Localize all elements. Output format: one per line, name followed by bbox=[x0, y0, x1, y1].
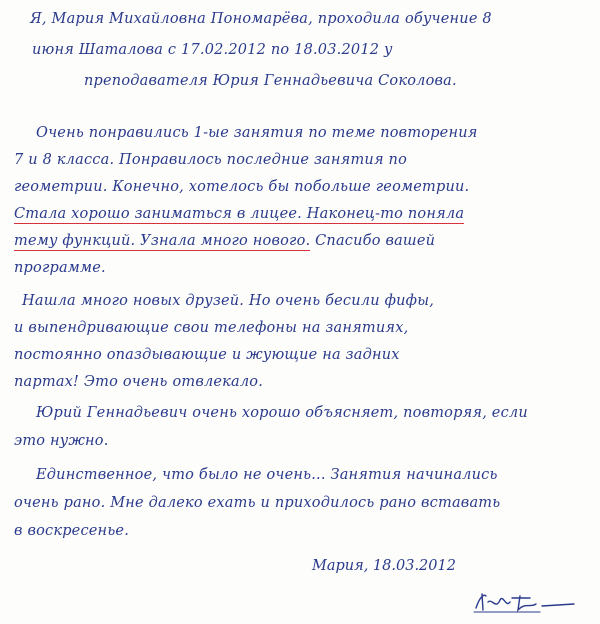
schedule-line-2: очень рано. Мне далеко ехать и приходилось рано вставать bbox=[14, 495, 501, 511]
schedule-line-1: Единственное, что было не очень... Занятия начинались bbox=[36, 467, 498, 483]
friends-line-1: Нашла много новых друзей. Но очень бесили фифы, bbox=[22, 293, 435, 309]
paragraph-teacher bbox=[14, 399, 590, 455]
impressions-line-1: Очень понравились 1-ые занятия по теме повторения bbox=[36, 125, 478, 141]
schedule-line-3: в воскресенье. bbox=[14, 523, 129, 539]
thanks-text: Спасибо вашей bbox=[315, 233, 436, 249]
friends-line-4: партах! Это очень отвлекало. bbox=[14, 374, 264, 390]
handwritten-signature-icon bbox=[470, 588, 582, 616]
impressions-line-3: геометрии. Конечно, хотелось бы побольше геометрии. bbox=[14, 179, 470, 195]
impressions-line-6: программе. bbox=[14, 260, 106, 276]
intro-line-2: июня Шаталова с 17.02.2012 по 18.03.2012 у bbox=[32, 42, 393, 58]
impressions-line-5 bbox=[14, 228, 590, 255]
intro-line-1: Я, Мария Михайловна Пономарёва, проходила обучение 8 bbox=[30, 11, 492, 27]
teacher-line-2: это нужно. bbox=[14, 433, 109, 449]
teacher-line-1: Юрий Геннадьевич очень хорошо объясняет, повторяя, если bbox=[36, 405, 528, 421]
paragraph-impressions bbox=[14, 120, 590, 282]
impressions-line-2: 7 и 8 класса. Понравилось последние занятия по bbox=[14, 152, 408, 168]
highlighted-text-2: тему функций. Узнала много нового. bbox=[14, 233, 311, 249]
friends-line-2: и выпендривающие свои телефоны на занятиях, bbox=[14, 320, 409, 336]
paragraph-friends bbox=[14, 288, 590, 396]
highlighted-text-1: Стала хорошо заниматься в лицее. Наконец-то поняла bbox=[14, 206, 465, 222]
impressions-line-4 bbox=[14, 201, 590, 228]
signature-name-date: Мария, 18.03.2012 bbox=[312, 558, 456, 574]
friends-line-3: постоянно опаздывающие и жующие на задних bbox=[14, 347, 400, 363]
paragraph-intro bbox=[14, 4, 590, 97]
intro-line-3: преподавателя Юрия Геннадьевича Соколова. bbox=[84, 73, 457, 89]
paragraph-schedule bbox=[14, 461, 590, 545]
